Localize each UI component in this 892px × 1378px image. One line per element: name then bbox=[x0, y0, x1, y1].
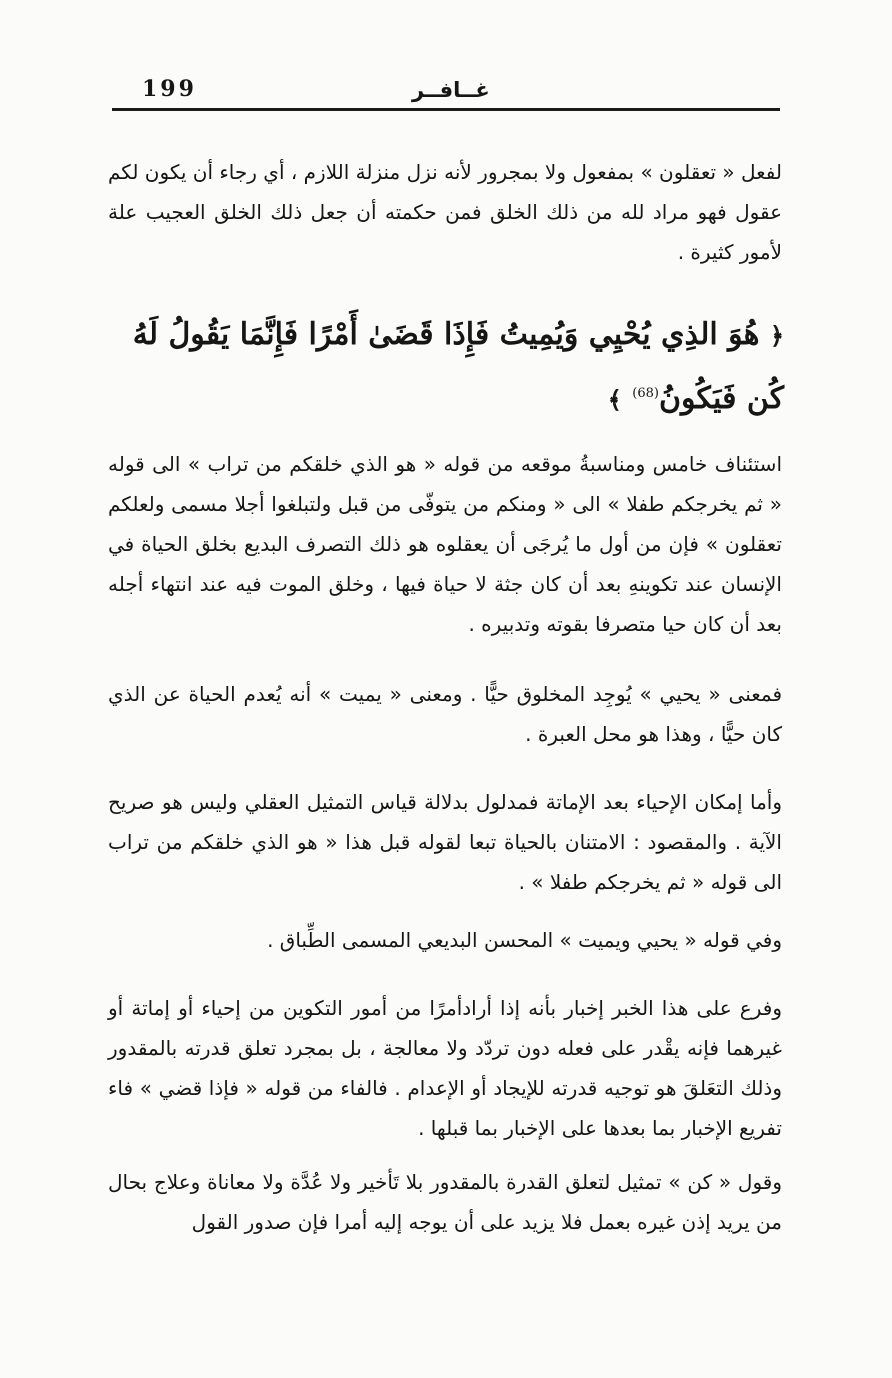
paragraph-text: وقول « كن » تمثيل لتعلق القدرة بالمقدور بلا تَأخير ولا عُدَّة ولا معاناة وعلاج بحال من يريد إذن غيره بعمل فلا يزيد على أن يوجه إليه أمرا فإن صدور القول bbox=[108, 1170, 782, 1234]
paragraph-6 bbox=[108, 988, 782, 1148]
paragraph-text: وفرع على هذا الخبر إخبار بأنه إذا أرادأمرًا من أمور التكوين من إحياء أو إماتة أو غيرهما فإنه يقْدر على فعله دون تردّد ولا معالجة ، بل بمجرد تعلق قدرته بالمقدور وذلك التعَلقَ هو توجيه قدرته للإيجاد أو الإعدام . فالفاء من قوله « فإذا قضي » فاء تفريع الإخبار بما بعدها على الإخبار بما قبلها . bbox=[108, 996, 782, 1140]
ayah-number: (68) bbox=[632, 386, 659, 401]
page-header bbox=[112, 68, 780, 112]
paragraph-2 bbox=[108, 444, 782, 644]
paragraph-4 bbox=[108, 782, 782, 902]
paragraph-5 bbox=[108, 920, 782, 960]
verse-ornament-open: ﴿ bbox=[769, 321, 784, 350]
paragraph-3 bbox=[108, 674, 782, 754]
paragraph-text: فمعنى « يحيي » يُوجِد المخلوق حيًّا . ومعنى « يميت » أنه يُعدم الحياة عن الذي كان حيًّا ، وهذا هو محل العبرة . bbox=[108, 682, 782, 746]
paragraph-7 bbox=[108, 1162, 782, 1242]
running-title: غــافــر bbox=[412, 78, 490, 102]
header-rule bbox=[112, 108, 780, 111]
paragraph-text: وأما إمكان الإحياء بعد الإماتة فمدلول بدلالة قياس التمثيل العقلي وليس هو صريح الآية . والمقصود : الامتنان بالحياة تبعا لقوله قبل هذا « هو الذي خلقكم من تراب الى قوله « ثم يخرجكم طفلا » . bbox=[108, 790, 782, 894]
paragraph-text: استئناف خامس ومناسبةُ موقعه من قوله « هو الذي خلقكم من تراب » الى قوله « ثم يخرجكم طفلا » الى « ومنكم من يتوفّى من قبل ولتبلغوا أجلا مسمى ولعلكم تعقلون » فإن من أول ما يُرجَى أن يعقلوه هو ذلك التصرف البديع بخلق الحياة في الإنسان عند تكوينهِ بعد أن كان جثة لا حياة فيها ، وخلق الموت فيه عند انتهاء أجله بعد أن كان حيا متصرفا بقوته وتدبيره . bbox=[108, 452, 782, 636]
paragraph-text: لفعل « تعقلون » بمفعول ولا بمجرور لأنه نزل منزلة اللازم ، أي رجاء أن يكون لكم عقول فهو مراد لله من ذلك الخلق فمن حكمته أن جعل ذلك الخلق العجيب علة لأمور كثيرة . bbox=[108, 160, 782, 264]
paragraph-1 bbox=[108, 152, 782, 272]
quran-verse bbox=[106, 306, 784, 429]
page-number: 199 bbox=[142, 76, 197, 102]
verse-ornament-close: ﴾ bbox=[607, 385, 622, 414]
paragraph-text: وفي قوله « يحيي ويميت » المحسن البديعي المسمى الطِّباق . bbox=[267, 928, 782, 952]
verse-text: هُوَ الذِي يُحْيِي وَيُمِيتُ فَإِذَا قَضَىٰ أَمْرًا فَإِنَّمَا يَقُولُ لَهُ كُن فَيَكُونُ bbox=[132, 317, 784, 416]
